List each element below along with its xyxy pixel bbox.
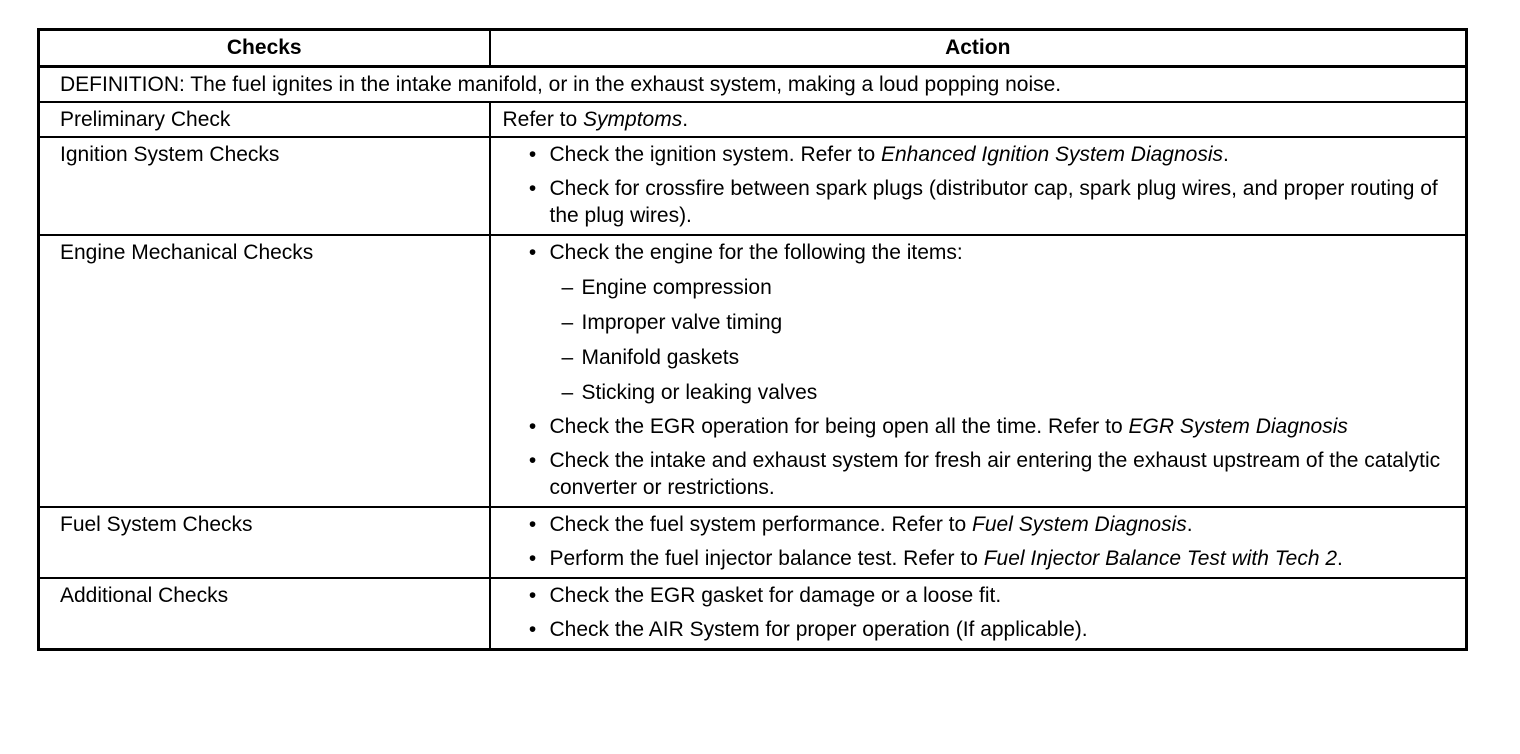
check-name: Ignition System Checks	[39, 137, 490, 235]
action-text: Check the EGR operation for being open all the time. Refer to	[549, 415, 1129, 438]
action-text: Check the intake and exhaust system for fresh air entering the exhaust upstream of the catalytic converter or restrictions.	[549, 449, 1441, 499]
bullet-marker: •	[528, 143, 537, 166]
action-text: Check the fuel system performance. Refer to	[549, 513, 973, 536]
cross-reference-link: Symptoms	[583, 108, 683, 131]
action-suffix: .	[682, 108, 689, 131]
dash-marker: –	[561, 276, 574, 299]
action-bullet-item	[503, 141, 1458, 168]
action-cell	[490, 102, 1467, 137]
sub-item	[550, 344, 1458, 371]
action-text: Perform the fuel injector balance test. Refer to	[549, 547, 984, 570]
cross-reference-link: EGR System Diagnosis	[1128, 415, 1348, 438]
bullet-marker: •	[528, 584, 537, 607]
dash-marker: –	[561, 311, 574, 334]
action-bullet-list	[503, 582, 1458, 643]
sub-item	[550, 379, 1458, 406]
action-bullet-item	[503, 239, 1458, 406]
action-cell	[490, 507, 1467, 578]
cross-reference-link: Fuel Injector Balance Test with Tech 2	[983, 547, 1338, 570]
definition-text: DEFINITION: The fuel ignites in the intake manifold, or in the exhaust system, making a loud popping noise.	[39, 67, 1467, 103]
sub-item-text: Engine compression	[581, 276, 772, 299]
check-name: Engine Mechanical Checks	[39, 235, 490, 507]
bullet-marker: •	[528, 547, 537, 570]
sub-item-list	[550, 274, 1458, 406]
action-suffix: .	[1337, 547, 1343, 570]
table-header-row	[39, 30, 1467, 67]
cross-reference-link: Enhanced Ignition System Diagnosis	[880, 143, 1224, 166]
table-row	[39, 578, 1467, 650]
definition-row	[39, 67, 1467, 103]
action-bullet-item	[503, 413, 1458, 440]
action-bullet-list	[503, 239, 1458, 501]
action-bullet-item	[503, 511, 1458, 538]
bullet-marker: •	[528, 449, 537, 472]
action-bullet-item	[503, 582, 1458, 609]
check-name: Additional Checks	[39, 578, 490, 650]
action-text: Check the engine for the following the items:	[549, 241, 963, 264]
action-bullet-item	[503, 616, 1458, 643]
action-bullet-item	[503, 175, 1458, 229]
sub-item	[550, 309, 1458, 336]
cross-reference-link: Fuel System Diagnosis	[972, 513, 1187, 536]
check-name: Fuel System Checks	[39, 507, 490, 578]
action-suffix: .	[1223, 143, 1229, 166]
bullet-marker: •	[528, 177, 537, 200]
action-text: Check the AIR System for proper operation (If applicable).	[549, 618, 1088, 641]
action-cell	[490, 137, 1467, 235]
action-bullet-item	[503, 545, 1458, 572]
action-text: Refer to	[502, 108, 584, 131]
action-cell	[490, 578, 1467, 650]
action-bullet-item	[503, 447, 1458, 501]
bullet-marker: •	[528, 415, 537, 438]
bullet-marker: •	[528, 513, 537, 536]
sub-item-text: Manifold gaskets	[581, 346, 740, 369]
action-cell	[490, 235, 1467, 507]
table-row	[39, 507, 1467, 578]
action-bullet-list	[503, 141, 1458, 229]
action-text: Check the EGR gasket for damage or a loose fit.	[549, 584, 1002, 607]
diagnostic-table	[37, 28, 1468, 651]
dash-marker: –	[561, 381, 574, 404]
sub-item-text: Improper valve timing	[581, 311, 783, 334]
action-bullet-list	[503, 511, 1458, 572]
bullet-marker: •	[528, 241, 537, 264]
column-header-checks: Checks	[39, 30, 490, 67]
table-row	[39, 137, 1467, 235]
action-text: Check for crossfire between spark plugs (distributor cap, spark plug wires, and proper routing of the plug wires).	[549, 177, 1438, 227]
action-suffix: .	[1186, 513, 1193, 536]
action-text: Check the ignition system. Refer to	[549, 143, 881, 166]
table-row	[39, 235, 1467, 507]
column-header-action: Action	[490, 30, 1467, 67]
sub-item-text: Sticking or leaking valves	[581, 381, 818, 404]
sub-item	[550, 274, 1458, 301]
dash-marker: –	[561, 346, 574, 369]
table-row	[39, 102, 1467, 137]
bullet-marker: •	[528, 618, 537, 641]
check-name: Preliminary Check	[39, 102, 490, 137]
